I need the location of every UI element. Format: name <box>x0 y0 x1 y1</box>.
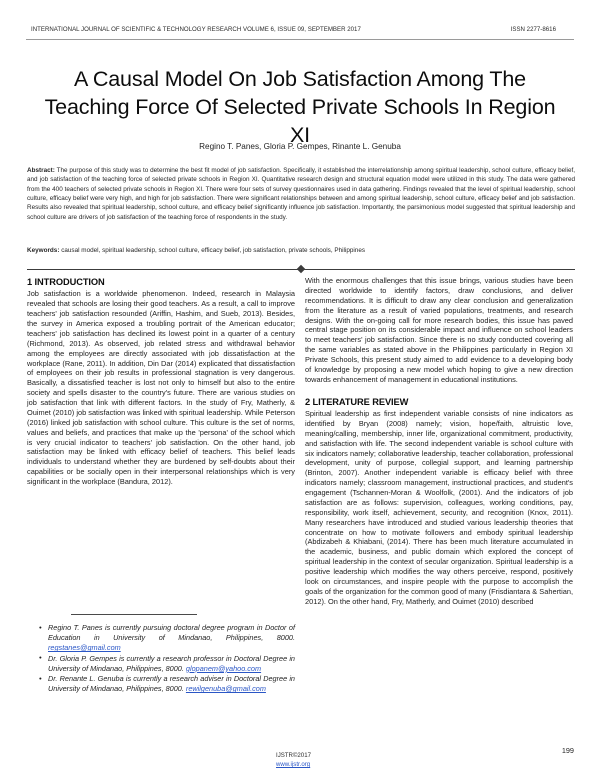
author-email-link[interactable]: glopanem@yahoo.com <box>185 663 262 673</box>
abstract-label: Abstract: <box>27 167 55 174</box>
abstract-text: The purpose of this study was to determine the best fit model of job satisfaction. Specifically, it established the interrelationship among spiritual leadership, school culture, efficacy belief, and job satisfaction of the teaching force of selected private schools in Region XI. Quantitative research design and structural equation model were utilized in this study. The data were gathered from the 400 teachers of selected private schools in Region XI. There were four sets of survey questionnaires used in data gathering. Findings revealed that the level of spiritual leadership, school culture, efficacy belief were very high, and high for job satisfaction. There were significant relationships between and among spiritual leadership, school culture, efficacy belief and job satisfaction. Results also revealed that spiritual leadership, school culture, and efficacy belief significantly influence job satisfaction. Importantly, the parsimonious model suggested that spiritual leadership and school culture are drivers of job satisfaction of the teaching force of respondents in the study. <box>27 167 575 221</box>
introduction-paragraph: Job satisfaction is a worldwide phenomenon. Indeed, research in Malaysia revealed that schools are losing their good teachers. As a result, a call to improve teachers' job satisfaction resounded (Ariffin, Hashim, and Sueb, 2013). Besides, the survey in America exposed a troubling portrait of the American educator; teachers' job satisfaction has declined its lowest point in a quarter of a century (Richmond, 2013). As observed, job related stress and withdrawal behavior among the employees are directly associated with job dissatisfaction at the workplace (Rane, 2011). In addition, Din Dar (2014) explicated that dissatisfaction of employees on their job results in professional stagnation is very dangerous. Basically, a dissatisfied teacher is lost not only to himself but also to the entire society and spells disaster to the country's future. There are various studies on job satisfaction that link with different factors. In the study of Fry, Matherly, & Ouimet (2010) job satisfaction was linked with spiritual leadership. While Peterson (2016) linked job satisfaction with school culture. This culture is the set of norms, values and beliefs, and practices that make up the 'persona' of the school which is very crucial indicator to teachers' job satisfaction. On the other hand, job satisfaction may be linked with efficacy belief of teachers. This belief leads individuals to understand whether they are burdened by self-doubts about their capabilities or be socially open in their interpersonal relationships which is very significant in the workplace (Bandura, 2012). <box>27 289 295 487</box>
section-divider <box>27 265 575 273</box>
journal-website-link[interactable]: www.ijstr.org <box>276 761 311 769</box>
keywords-text: causal model, spiritual leadership, school culture, efficacy belief, job satisfaction, private schools, Philippines <box>61 247 366 254</box>
author-list: Regino T. Panes, Gloria P. Gempes, Rinante L. Genuba <box>199 142 401 151</box>
issn-label: ISSN 2277-8616 <box>510 26 556 33</box>
page-title: A Causal Model On Job Satisfaction Among The Teaching Force Of Selected Private Schools In Region XI <box>44 67 556 148</box>
author-email-link[interactable]: regstanes@gmail.com <box>48 643 121 653</box>
right-column <box>305 276 573 607</box>
divider-line-left <box>27 269 299 270</box>
header-rule <box>26 39 574 40</box>
list-item <box>39 674 295 694</box>
copyright-text: IJSTR©2017 <box>276 752 311 760</box>
list-item <box>39 654 295 674</box>
footnote-rule <box>71 614 197 615</box>
keywords-label: Keywords: <box>27 247 60 254</box>
author-bio-text: Dr. Gloria P. Gempes is currently a research professor in Doctoral Degree in University of Mindanao, Philippines, 8000. <box>48 653 295 673</box>
literature-review-paragraph: Spiritual leadership as first independent variable consists of nine indicators as identified by Bryan (2008) namely; vision, hope/faith, altruistic love, meaning/calling, membership, inner life, organizational commitment, productivity, and satisfaction with life. The second independent variable is school culture with six indicators namely; collaborative leadership, teacher collaboration, professional development, unity of purpose, collegial support, and learning partnership (Brinton, 2007). Another independent variable is efficacy belief with three indicators namely; classroom management, instructional practices, and student's engagement (Tschannen-Moran & Woolfolk, (2001). And the indicators of job satisfaction are as follows: supervision, colleagues, working conditions, pay, responsibility, work itself, achievement, security, and recognition (Knox, 2011). Many researchers have introduced and studied various leadership theories that concentrate on how to motivate followers and embody spiritual leadership (Abdizabeh & Khiabani, (2014). There has been much literature accumulated in the academic, business, and public domain which explored the concept of spiritual leadership in the context of secular organization. Spiritual leadership is a positive leadership which modifies the way others perceive, respond, positively look on circumstances, and inspire people with the purpose to accomplish the goals of the organization for the common good of many (Frisdiantara & Sahertian, 2012). On the other hand, Fry, Matherly, and Ouimet (2010) described <box>305 409 573 606</box>
author-bio-text: Regino T. Panes is currently pursuing doctoral degree program in Doctor of Education in University of Mindanao, Philippines, 8000. <box>48 623 295 643</box>
journal-issue-line: INTERNATIONAL JOURNAL OF SCIENTIFIC & TECHNOLOGY RESEARCH VOLUME 6, ISSUE 09, SEPTEMBER 2017 <box>31 26 361 33</box>
footer-credit <box>276 752 311 770</box>
list-item <box>39 623 295 653</box>
author-email-link[interactable]: rewilgenuba@gmail.com <box>185 684 266 694</box>
author-bio-text: Dr. Renante L. Genuba is currently a research adviser in Doctoral Degree in University of Mindanao, Philippines, 8000. <box>48 674 295 694</box>
section-heading-literature-review: 2 LITERATURE REVIEW <box>305 396 409 407</box>
abstract-block <box>27 166 575 222</box>
author-bio-footnote <box>27 614 295 695</box>
running-head <box>31 26 574 33</box>
left-column <box>27 276 295 487</box>
section-heading-introduction: 1 INTRODUCTION <box>27 277 105 287</box>
author-bio-list <box>27 623 295 694</box>
page-number: 199 <box>561 746 574 755</box>
introduction-continuation-paragraph: With the enormous challenges that this issue brings, various studies have been directed worldwide to identify factors, draw conclusions, and deliver recommendations. It is difficult to draw any clear conclusion and generalization from the literature as a result of varied populations, treatments, and research designs. With the on-going call for more research bodies, this issue has paved central stage position on its considerable impact and influence on school leaders to meet teachers' job satisfaction. Since there is no study conducted covering all the same variables as stated above in the Philippines particularly in Region XI Private Schools, this present study aimed to add evidence to a developing body of knowledge by proposing a new model which hoping to give a new direction towards enhancement of management in educational institutions. <box>305 276 573 384</box>
keywords-block <box>27 246 575 255</box>
divider-line-right <box>303 269 575 270</box>
